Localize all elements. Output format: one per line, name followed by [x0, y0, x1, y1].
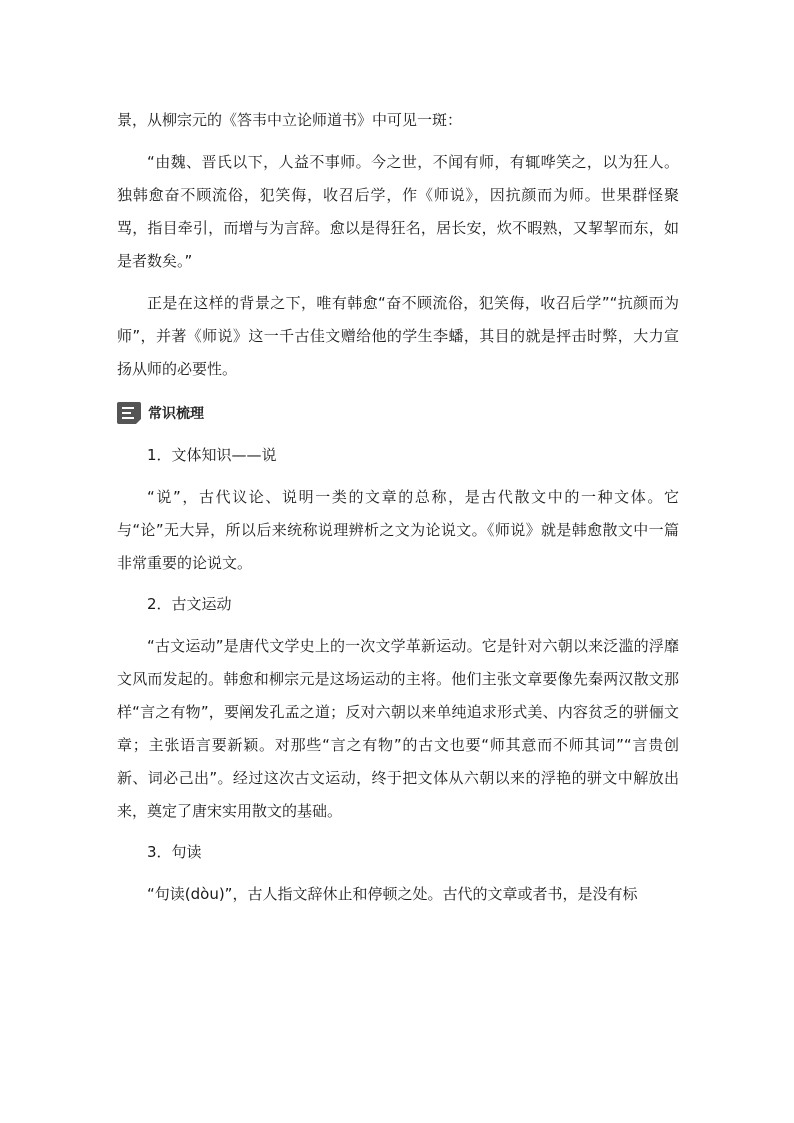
item-body: “说”，古代议论、说明一类的文章的总称，是古代散文中的一种文体。它与“论”无大异，所以后来统称说理辨析之文为论说文。《师说》就是韩愈散文中一篇非常重要的论说文。: [117, 488, 679, 572]
paragraph-continued: 景，从柳宗元的《答韦中立论师道书》中可见一斑：: [117, 111, 463, 129]
paragraph-quote: “由魏、晋氏以下，人益不事师。今之世，不闻有师，有辄哗笑之，以为狂人。独韩愈奋不顾流俗，犯笑侮，收召后学，作《师说》，因抗颜而为师。世果群怪聚骂，指目牵引，而增与为言辞。愈以是得狂名，居长安，炊不暇熟，又挈挈而东，如是者数矣。”: [117, 153, 679, 270]
item-title: 2．古文运动: [147, 595, 232, 613]
section-heading: [117, 395, 679, 431]
section-number-icon: [117, 402, 141, 424]
document-page: [117, 104, 679, 911]
item-body: “古文运动”是唐代文学史上的一次文学革新运动。它是针对六朝以来泛滥的浮靡文风而发起的。韩愈和柳宗元是这场运动的主将。他们主张文章要像先秦两汉散文那样“言之有物”，要阐发孔孟之道；反对六朝以来单纯追求形式美、内容贫乏的骈俪文章；主张语言要新颖。对那些“言之有物”的古文也要“师其意而不师其词”“言贵创新、词必己出”。经过这次古文运动，终于把文体从六朝以来的浮艳的骈文中解放出来，奠定了唐宋实用散文的基础。: [117, 637, 679, 820]
item-body: “句读(dòu)”，古人指文辞休止和停顿之处。古代的文章或者书，是没有标: [147, 885, 638, 903]
section-heading-label: 常识梳理: [148, 406, 204, 422]
paragraph-background: 正是在这样的背景之下，唯有韩愈“奋不顾流俗，犯笑侮，收召后学”“抗颜而为师”，并著《师说》这一千古佳文赠给他的学生李蟠，其目的就是抨击时弊，大力宣扬从师的必要性。: [117, 294, 679, 378]
item-title: 3．句读: [147, 843, 202, 861]
item-title: 1．文体知识——说: [147, 446, 277, 464]
